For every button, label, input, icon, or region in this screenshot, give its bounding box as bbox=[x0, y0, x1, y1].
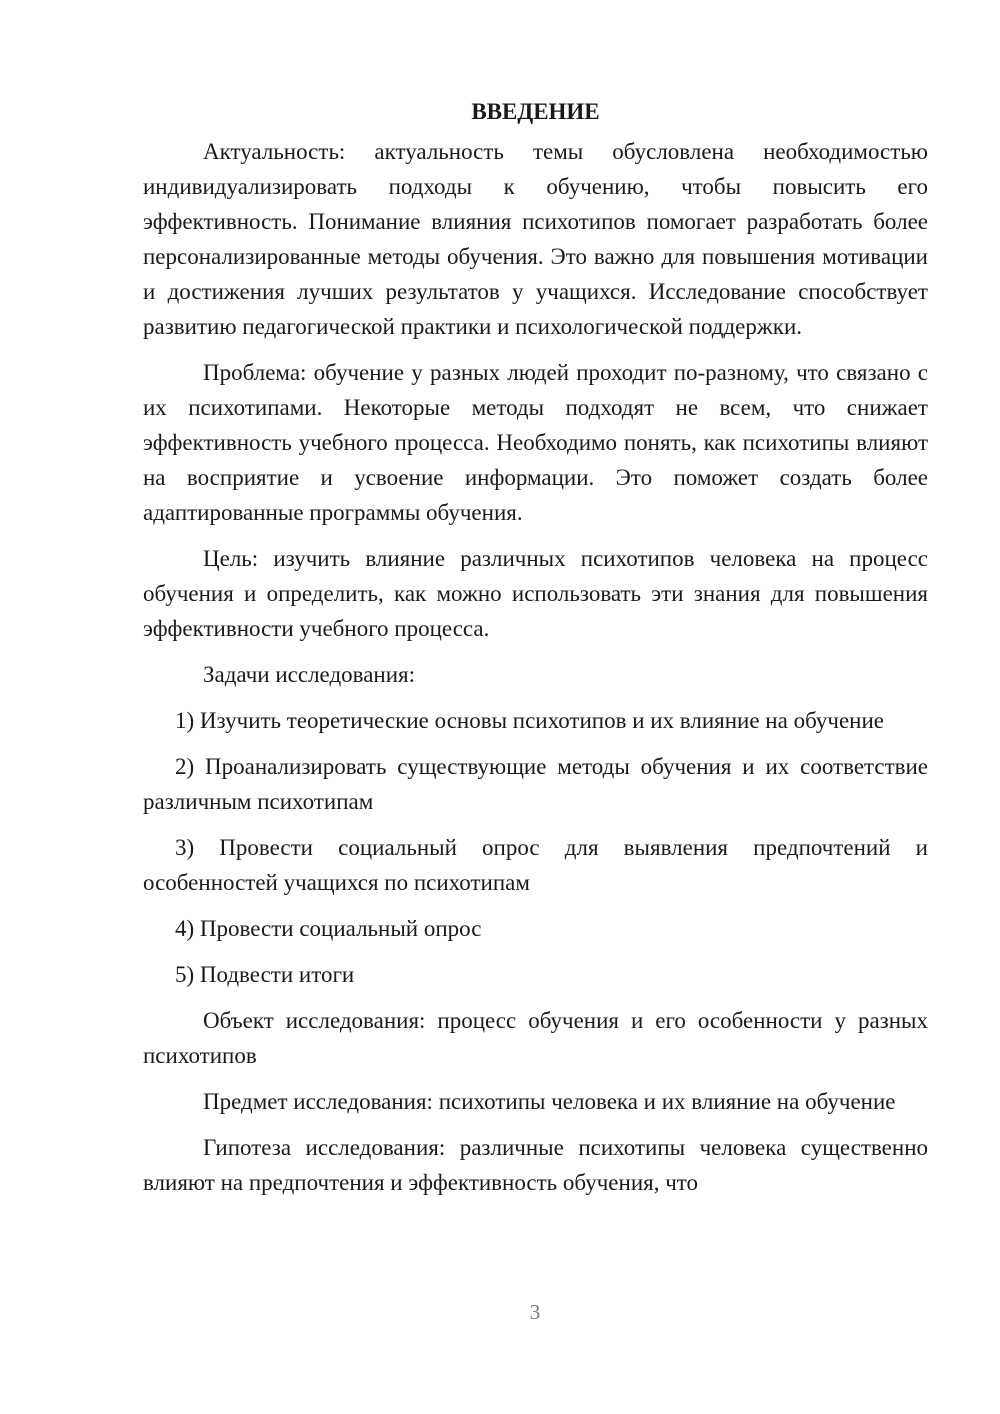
problem-paragraph: Проблема: обучение у разных людей проходит по-разному, что связано с их психотипами. Некоторые методы подходят не всем, что снижает эффективность учебного процесса. Необходимо понять, как психотипы влияют на восприятие и усвоение информации. Это поможет создать более адаптированные программы обучения. bbox=[143, 360, 928, 525]
page-title: ВВЕДЕНИЕ bbox=[471, 99, 600, 124]
tasks-list bbox=[143, 703, 928, 992]
object-paragraph: Объект исследования: процесс обучения и его особенности у разных психотипов bbox=[143, 1008, 928, 1068]
list-item: 5) Подвести итоги bbox=[175, 962, 355, 987]
list-item: 1) Изучить теоретические основы психотипов и их влияние на обучение bbox=[175, 708, 885, 733]
hypothesis-paragraph: Гипотеза исследования: различные психотипы человека существенно влияют на предпочтения и эффективность обучения, что bbox=[143, 1135, 928, 1195]
subject-paragraph: Предмет исследования: психотипы человека и их влияние на обучение bbox=[203, 1089, 896, 1114]
list-item: 2) Проанализировать существующие методы обучения и их соответствие различным психотипам bbox=[143, 754, 928, 814]
tasks-heading: Задачи исследования: bbox=[203, 662, 416, 687]
list-item: 3) Провести социальный опрос для выявления предпочтений и особенностей учащихся по психотипам bbox=[143, 835, 928, 895]
relevance-paragraph: Актуальность: актуальность темы обусловлена необходимостью индивидуализировать подходы к обучению, чтобы повысить его эффективность. Понимание влияния психотипов помогает разработать более персонализированные методы обучения. Это важно для повышения мотивации и достижения лучших результатов у учащихся. Исследование способствует развитию педагогической практики и психологической поддержки. bbox=[143, 139, 928, 339]
list-item: 4) Провести социальный опрос bbox=[175, 916, 482, 941]
document-page bbox=[143, 94, 928, 1200]
goal-paragraph: Цель: изучить влияние различных психотипов человека на процесс обучения и определить, как можно использовать эти знания для повышения эффективности учебного процесса. bbox=[143, 546, 928, 641]
page-number: 3 bbox=[529, 1300, 541, 1324]
